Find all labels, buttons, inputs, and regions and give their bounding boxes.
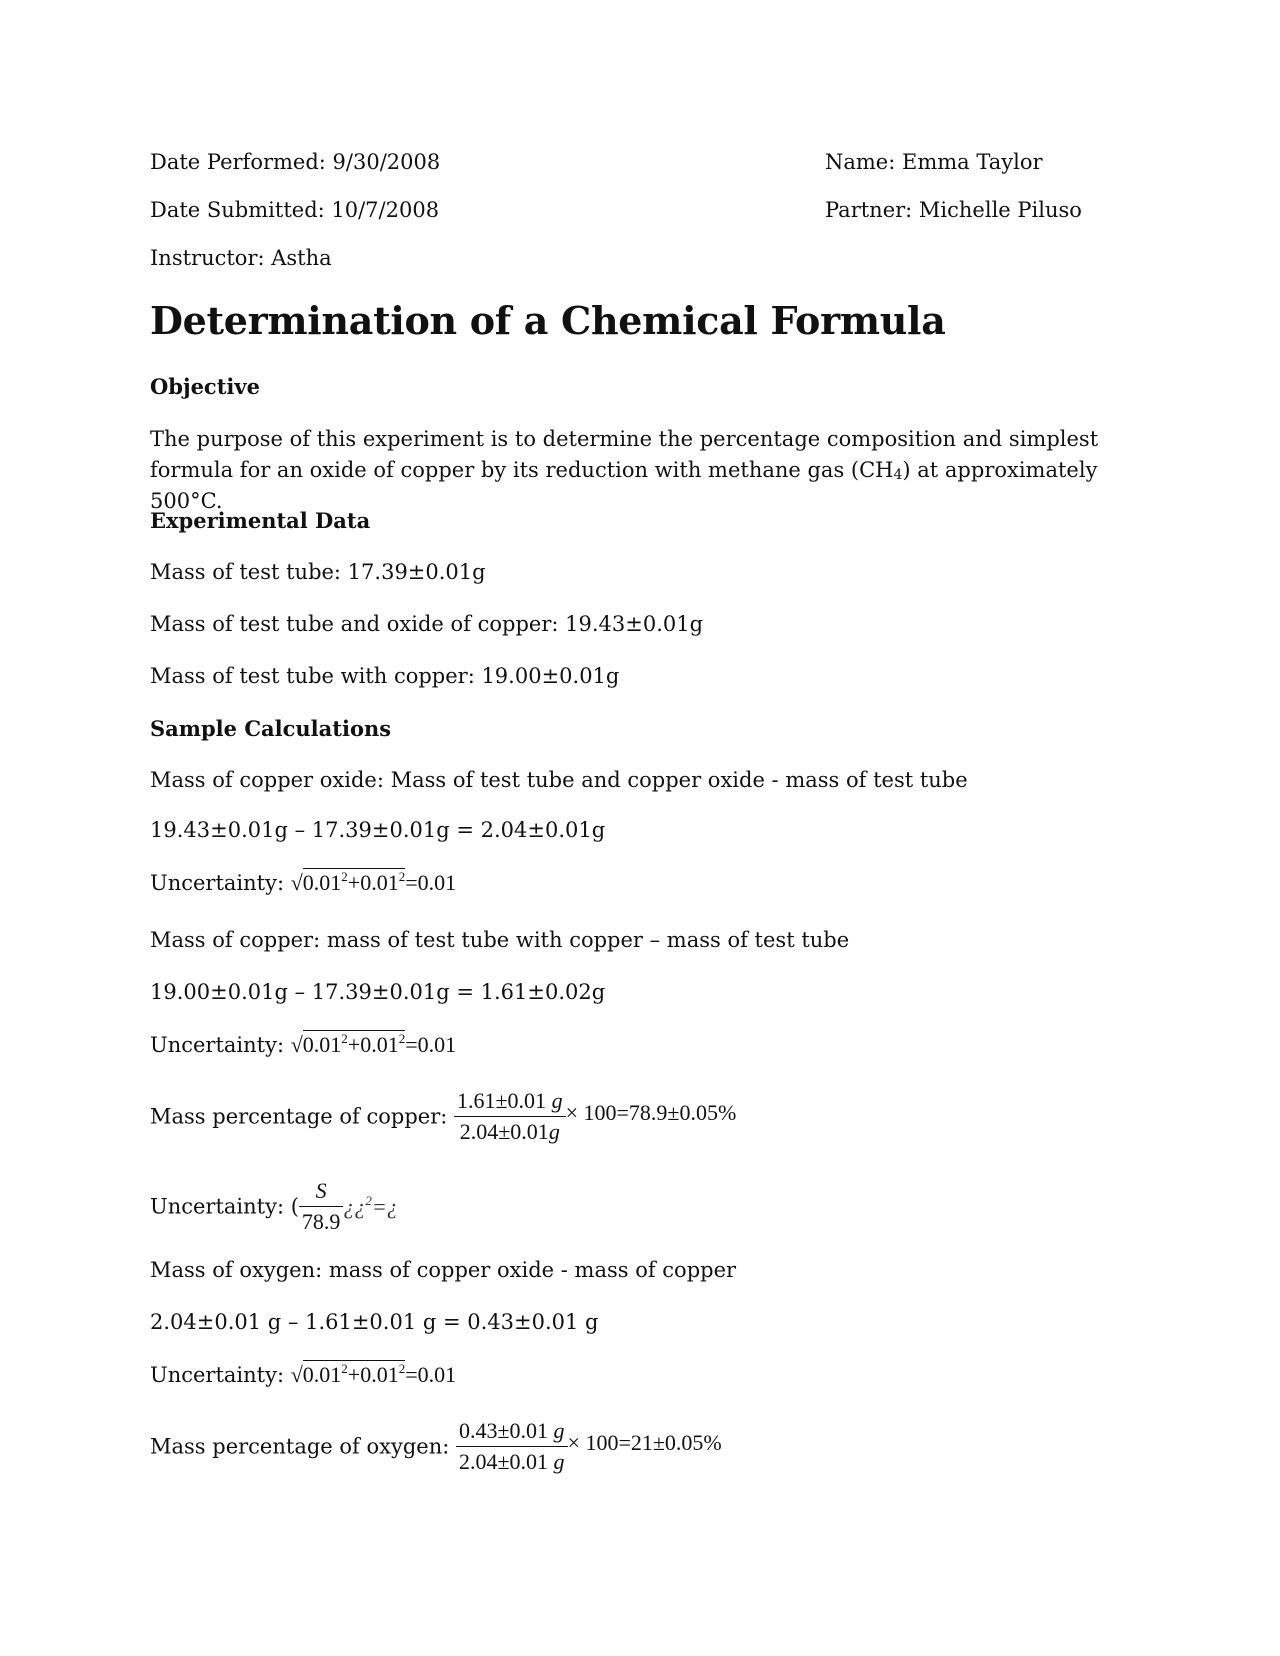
uncertainty-label: Uncertainty: bbox=[150, 1363, 291, 1387]
sqrt-expression: $√0.01^2+0.01^2=0.01$ bbox=[290, 869, 457, 895]
copper-label: Mass of copper: mass of test tube with copper – mass of test tube bbox=[150, 928, 850, 952]
uncertainty-4 bbox=[150, 1362, 456, 1388]
sqrt-result: =0.01 bbox=[405, 870, 457, 895]
garbled-square: 2 bbox=[365, 1192, 372, 1208]
date-submitted: Date Submitted: 10/7/2008 bbox=[150, 198, 440, 222]
pct-copper-label: Mass percentage of copper: bbox=[150, 1104, 454, 1129]
fraction-numerator bbox=[454, 1088, 566, 1117]
objective-heading: Objective bbox=[150, 374, 260, 399]
mass-test-tube: Mass of test tube: 17.39±0.01g bbox=[150, 560, 486, 584]
pct-oxygen-label: Mass percentage of oxygen: bbox=[150, 1434, 456, 1459]
pct-copper-result: × 100=78.9±0.05% bbox=[565, 1099, 737, 1125]
uncertainty-2 bbox=[150, 1032, 456, 1058]
copper-oxide-equation: 19.43±0.01g – 17.39±0.01g = 2.04±0.01g bbox=[150, 818, 606, 842]
sqrt-term-b: 0.01 bbox=[360, 1032, 399, 1057]
date-performed: Date Performed: 9/30/2008 bbox=[150, 150, 441, 174]
sqrt-term-b: 0.01 bbox=[360, 870, 399, 895]
sqrt-result: =0.01 bbox=[405, 1362, 457, 1387]
plus-sign: + bbox=[347, 870, 361, 895]
garbled-chars: ¿¿ bbox=[343, 1193, 366, 1219]
unit-g: g bbox=[548, 1119, 560, 1144]
plus-sign: + bbox=[347, 1362, 361, 1387]
unit-g: g bbox=[551, 1088, 563, 1113]
objective-text-part2: ) at approximately 500°C. bbox=[150, 458, 1098, 513]
objective-text bbox=[150, 424, 1140, 517]
denominator-value: 2.04±0.01 bbox=[459, 1119, 549, 1144]
garbled-numerator: S bbox=[299, 1178, 344, 1207]
copper-oxide-label: Mass of copper oxide: Mass of test tube and copper oxide - mass of test tube bbox=[150, 768, 968, 792]
pct-oxygen-fraction bbox=[456, 1418, 568, 1475]
square-a: 2 bbox=[341, 1031, 348, 1046]
uncertainty-1 bbox=[150, 870, 456, 896]
square-b: 2 bbox=[398, 1031, 406, 1046]
oxygen-equation: 2.04±0.01 g – 1.61±0.01 g = 0.43±0.01 g bbox=[150, 1310, 599, 1334]
copper-equation: 19.00±0.01g – 17.39±0.01g = 1.61±0.02g bbox=[150, 980, 606, 1004]
pct-oxygen-result: × 100=21±0.05% bbox=[567, 1429, 722, 1455]
page-title: Determination of a Chemical Formula bbox=[150, 298, 946, 343]
mass-tube-copper: Mass of test tube with copper: 19.00±0.01g bbox=[150, 664, 620, 688]
objective-text-part1: The purpose of this experiment is to determine the percentage composition and simplest formula for an oxide of copper by its reduction with methane gas (CH bbox=[150, 427, 1099, 482]
square-a: 2 bbox=[341, 869, 348, 884]
instructor: Instructor: Astha bbox=[150, 246, 332, 270]
garbled-denominator: 78.9 bbox=[301, 1209, 341, 1234]
sqrt-expression: $√0.01^2+0.01^2=0.01$ bbox=[290, 1361, 457, 1387]
unit-g: g bbox=[553, 1418, 565, 1443]
uncertainty-label: Uncertainty: bbox=[150, 1033, 291, 1057]
uncertainty-3 bbox=[150, 1178, 398, 1235]
fraction-numerator bbox=[456, 1418, 568, 1447]
pct-oxygen-row bbox=[150, 1418, 722, 1475]
pct-copper-fraction bbox=[454, 1088, 566, 1145]
numerator-value: 0.43±0.01 bbox=[458, 1418, 549, 1443]
sqrt-term-a: 0.01 bbox=[302, 1362, 342, 1387]
mass-tube-oxide: Mass of test tube and oxide of copper: 19.43±0.01g bbox=[150, 612, 704, 636]
unit-g: g bbox=[553, 1449, 565, 1474]
sqrt-term-b: 0.01 bbox=[360, 1362, 399, 1387]
garbled-fraction bbox=[299, 1178, 344, 1235]
sample-calculations-heading: Sample Calculations bbox=[150, 716, 392, 741]
garbled-end: =¿ bbox=[371, 1193, 398, 1219]
oxygen-label: Mass of oxygen: mass of copper oxide - mass of copper bbox=[150, 1258, 737, 1282]
garbled-tail bbox=[343, 1194, 397, 1219]
sqrt-term-a: 0.01 bbox=[302, 870, 342, 895]
pct-copper-row bbox=[150, 1088, 736, 1145]
sqrt-result: =0.01 bbox=[405, 1032, 457, 1057]
methane-subscript: 4 bbox=[893, 467, 903, 483]
uncertainty-label: Uncertainty: bbox=[150, 871, 291, 895]
fraction-denominator bbox=[456, 1447, 568, 1475]
denominator-value: 2.04±0.01 bbox=[458, 1449, 549, 1474]
numerator-value: 1.61±0.01 bbox=[456, 1088, 547, 1113]
student-name: Name: Emma Taylor bbox=[825, 150, 1043, 174]
experimental-data-heading: Experimental Data bbox=[150, 508, 371, 533]
square-b: 2 bbox=[398, 1361, 406, 1376]
fraction-denominator bbox=[454, 1117, 566, 1145]
square-a: 2 bbox=[341, 1361, 348, 1376]
sqrt-term-a: 0.01 bbox=[302, 1032, 342, 1057]
partner-name: Partner: Michelle Piluso bbox=[825, 198, 1082, 222]
square-b: 2 bbox=[398, 869, 406, 884]
uncertainty-open: Uncertainty: ( bbox=[150, 1194, 299, 1219]
sqrt-expression: $√0.01^2+0.01^2=0.01$ bbox=[290, 1031, 457, 1057]
plus-sign: + bbox=[347, 1032, 361, 1057]
